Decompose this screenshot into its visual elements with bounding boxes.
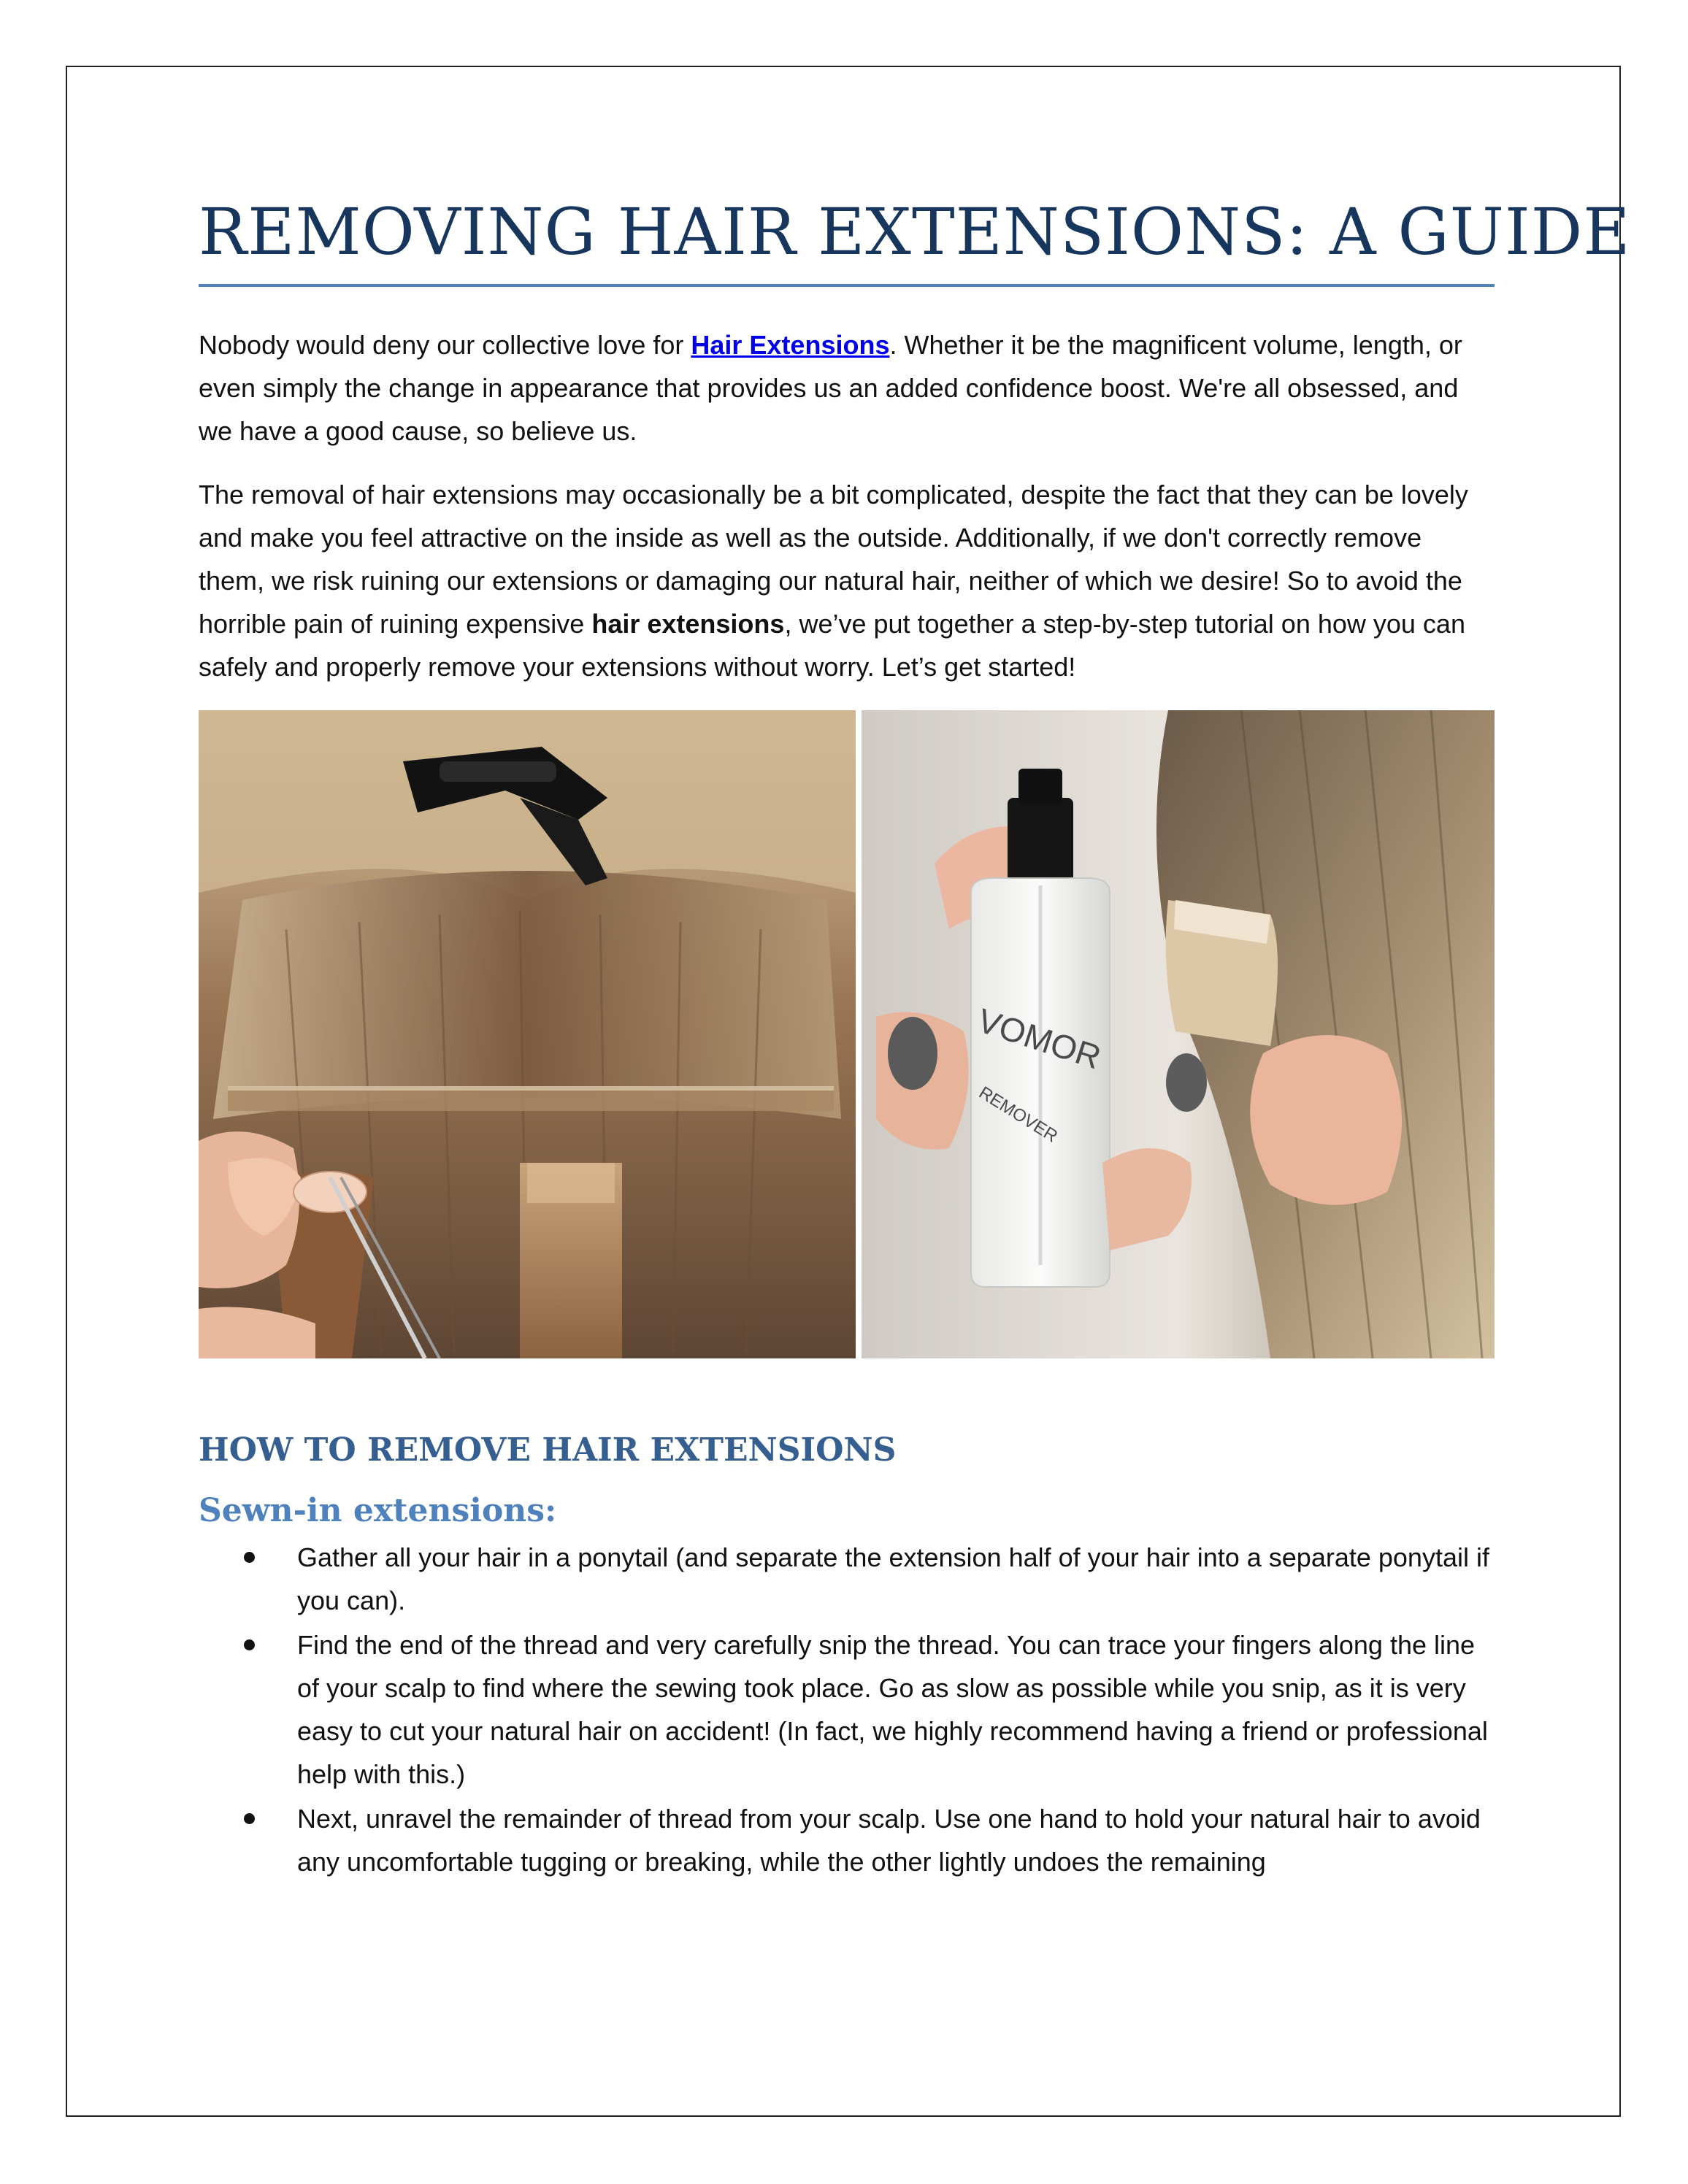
list-item-text: Next, unravel the remainder of thread from your scalp. Use one hand to hold your natural hair to avoid any uncomfortable tugging or breaking, while the other lightly undoes the remaining xyxy=(297,1804,1481,1877)
title-underline xyxy=(199,284,1495,287)
bottle-brand-text: VOMOR xyxy=(972,1001,1106,1077)
list-item xyxy=(199,1797,1495,1883)
photo-remover-spray xyxy=(862,710,1495,1358)
intro-p2-bold: hair extensions xyxy=(591,608,785,639)
intro-paragraph-1 xyxy=(199,323,1495,453)
list-item xyxy=(199,1623,1495,1796)
list-item-text: Find the end of the thread and very carefully snip the thread. You can trace your fingers along the line of your scalp to find where the sewing took place. Go as slow as possible while you snip, as it is very easy to cut your natural hair on accident! (In fact, we highly recommend having a friend or professional help with this.) xyxy=(297,1630,1488,1790)
intro-p2-text: The removal of hair extensions may occasionally be a bit complicated, despite the fact that they can be lovely and make you feel attractive on the inside as well as the outside. Additionally, if we don't correctly remove them, we risk ruining our extensions or damaging our natural hair, neither of which we desire! So to avoid the horrible pain of ruining expensive xyxy=(199,479,1468,639)
photo-right-illustration xyxy=(862,710,1495,1358)
bullet-icon xyxy=(244,1552,255,1563)
hair-extensions-link[interactable]: Hair Extensions xyxy=(691,329,890,360)
document-title: REMOVING HAIR EXTENSIONS: A GUIDE xyxy=(199,194,1631,269)
intro-p2-text-cont: , we’ve put together a step-by-step tutorial on how you can safely and properly remove your extensions without worry. Let’s get started! xyxy=(199,608,1465,682)
document-content xyxy=(199,194,1631,1885)
bullet-icon xyxy=(244,1813,255,1824)
section-heading: HOW TO REMOVE HAIR EXTENSIONS xyxy=(199,1431,897,1469)
list-item xyxy=(199,1536,1495,1622)
sewn-in-steps-list xyxy=(199,1536,1495,1883)
list-item-text: Gather all your hair in a ponytail (and separate the extension half of your hair into a separate ponytail if you can). xyxy=(297,1542,1489,1616)
bottle-label-text: REMOVER xyxy=(975,1083,1062,1147)
intro-paragraph-2 xyxy=(199,473,1495,688)
intro-p1-text: Nobody would deny our collective love for xyxy=(199,329,691,360)
bullet-icon xyxy=(244,1639,255,1650)
photo-tape-in-extensions xyxy=(199,710,856,1358)
hair-extensions-photo xyxy=(199,710,1495,1358)
subsection-heading: Sewn-in extensions: xyxy=(199,1491,557,1529)
intro-p1-text-cont: . Whether it be the magnificent volume, length, or even simply the change in appearance that provides us an added confidence boost. We're all obsessed, and we have a good cause, so believe us. xyxy=(199,329,1462,446)
photo-left-illustration xyxy=(199,710,856,1358)
